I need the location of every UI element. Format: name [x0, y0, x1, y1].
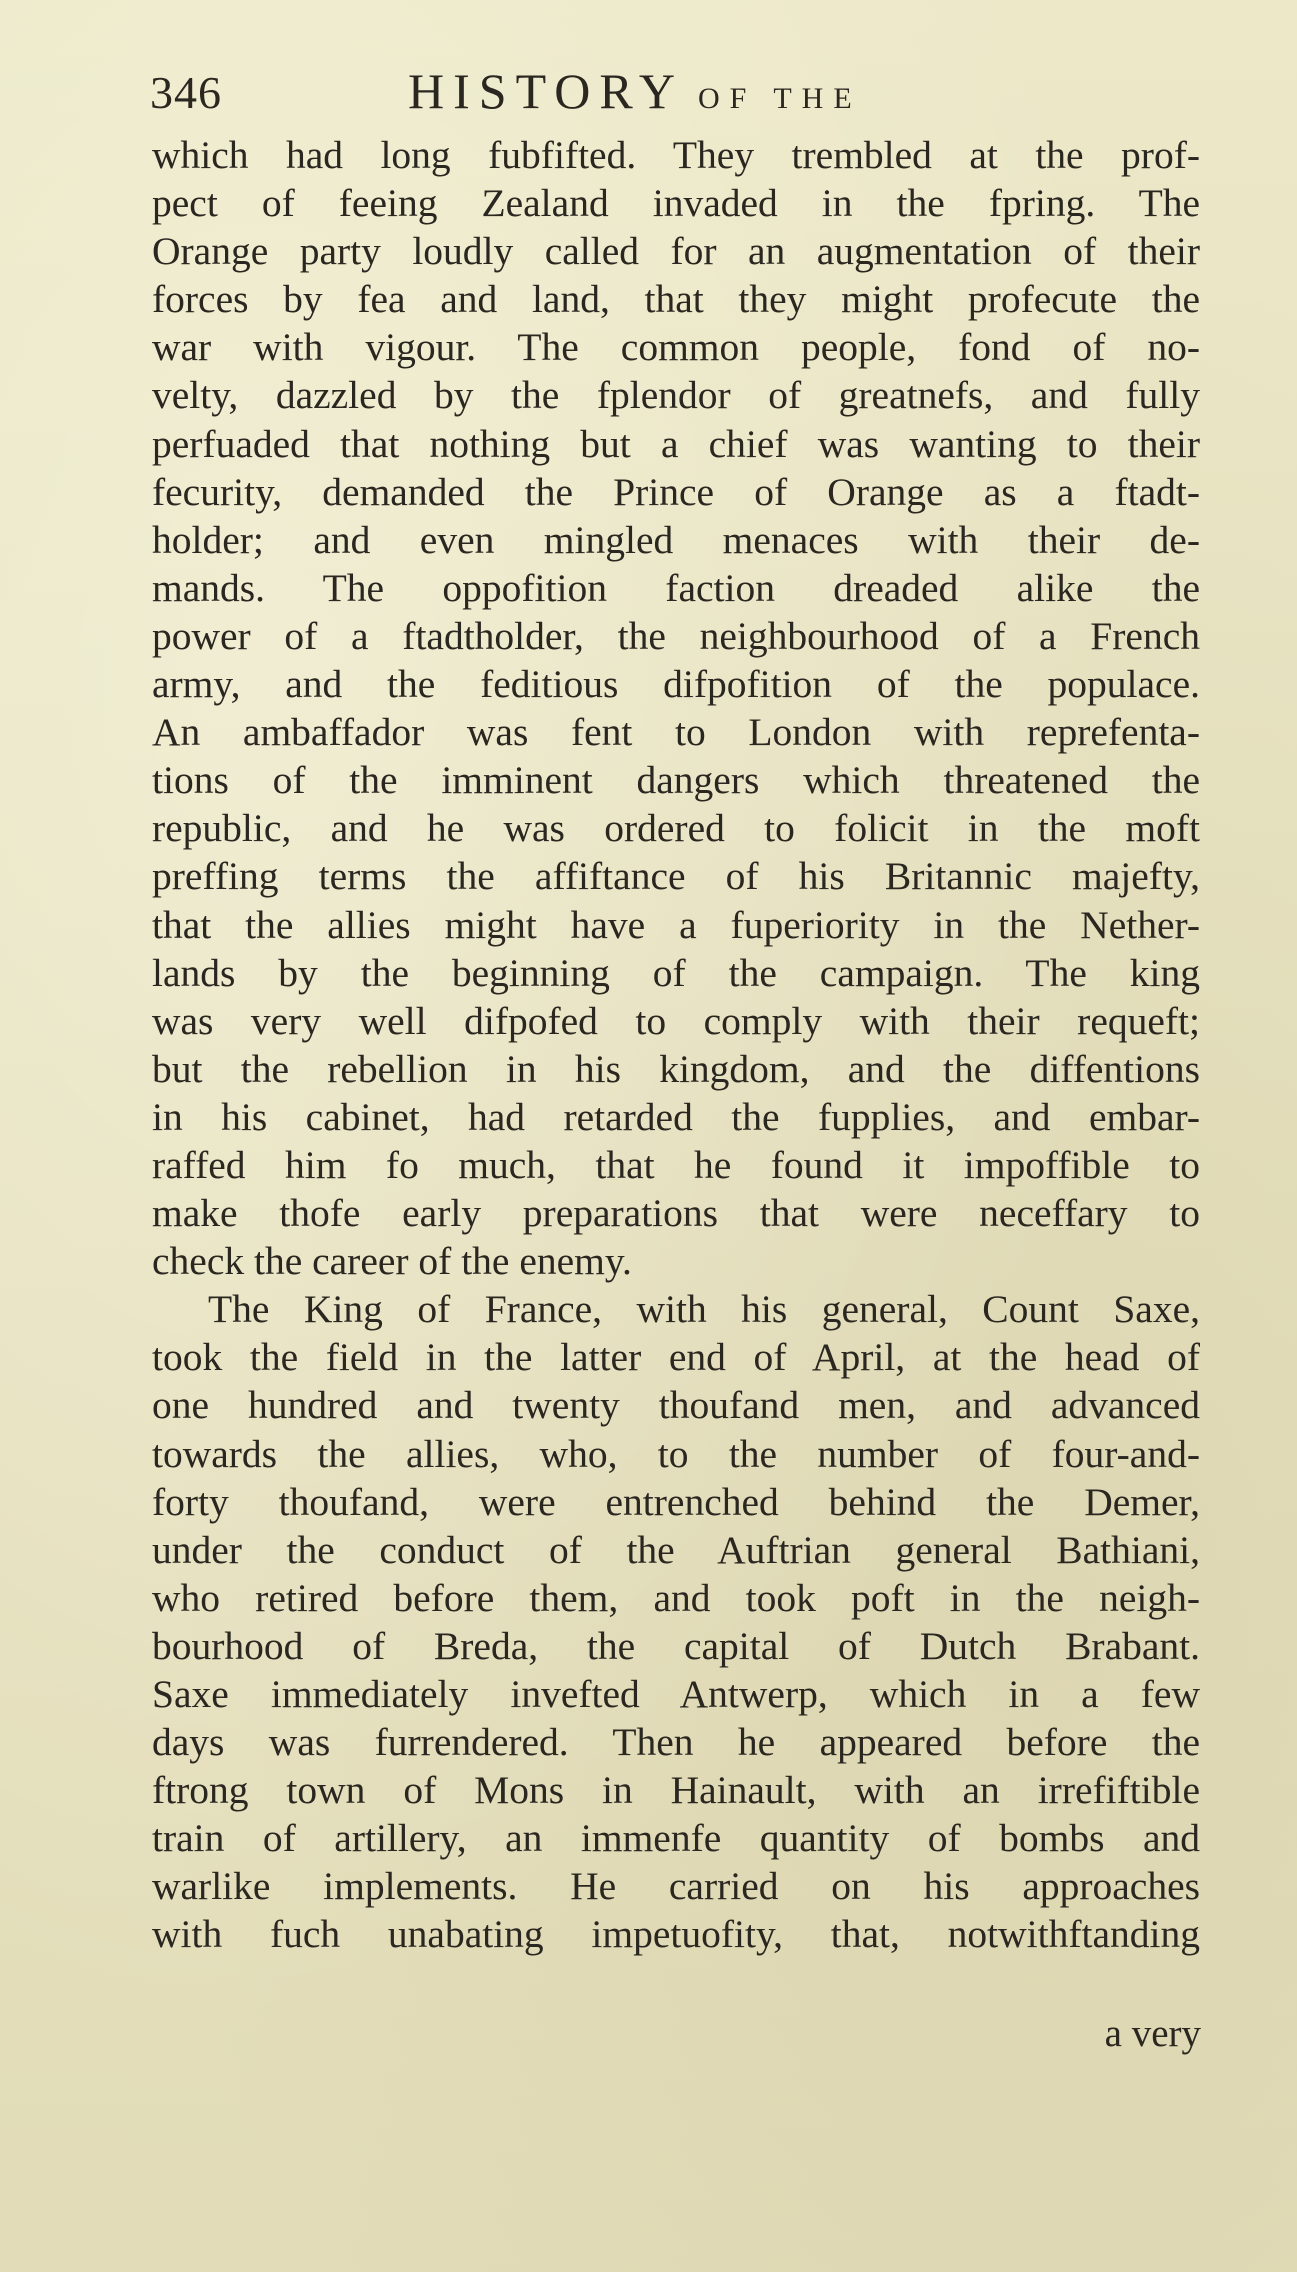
page-number: 346 [150, 67, 222, 118]
text-line: Orange party loudly called for an augmentation of their [152, 229, 1200, 274]
text-line: train of artillery, an immenfe quantity of bombs and [152, 1816, 1200, 1861]
text-line: make thofe early preparations that were neceffary to [152, 1191, 1200, 1236]
text-line: republic, and he was ordered to folicit in the moft [152, 806, 1200, 851]
text-line: took the field in the latter end of April, at the head of [152, 1335, 1200, 1380]
text-line: perfuaded that nothing but a chief was wanting to their [152, 421, 1200, 466]
text-line: war with vigour. The common people, fond of no- [152, 325, 1200, 370]
running-head [408, 62, 862, 120]
text-line: in his cabinet, had retarded the fupplies, and embar- [152, 1094, 1200, 1139]
text-line: velty, dazzled by the fplendor of greatnefs, and fully [152, 373, 1200, 418]
running-head-small: OF THE [698, 82, 862, 115]
text-line: preffing terms the affiftance of his Britannic majefty, [152, 854, 1200, 899]
text-line: but the rebellion in his kingdom, and the diffentions [152, 1046, 1200, 1091]
text-line: power of a ftadtholder, the neighbourhood of a French [152, 613, 1200, 658]
text-line: tions of the imminent dangers which threatened the [152, 758, 1200, 803]
text-line: lands by the beginning of the campaign. The king [152, 950, 1200, 995]
text-line: ftrong town of Mons in Hainault, with an irrefiftible [152, 1768, 1200, 1813]
text-line: who retired before them, and took poft in the neigh- [152, 1575, 1200, 1620]
text-line: mands. The oppofition faction dreaded alike the [152, 565, 1200, 610]
text-line: that the allies might have a fuperiority in the Nether- [152, 902, 1200, 947]
text-line: pect of feeing Zealand invaded in the fpring. The [152, 181, 1200, 226]
text-line: raffed him fo much, that he found it impoffible to [152, 1142, 1200, 1187]
text-line: towards the allies, who, to the number of four-and- [152, 1431, 1200, 1476]
catchword: a very [1104, 2012, 1201, 2055]
text-line: days was furrendered. Then he appeared before the [152, 1720, 1200, 1765]
text-line: warlike implements. He carried on his approaches [152, 1864, 1200, 1909]
text-line: An ambaffador was fent to London with reprefenta- [152, 710, 1200, 755]
text-line: bourhood of Breda, the capital of Dutch Brabant. [152, 1623, 1200, 1668]
text-line: Saxe immediately invefted Antwerp, which in a few [152, 1672, 1200, 1716]
text-line: one hundred and twenty thoufand men, and advanced [152, 1383, 1200, 1428]
text-line: forces by fea and land, that they might profecute the [152, 277, 1200, 322]
paragraph-first-line: The King of France, with his general, Count Saxe, [208, 1287, 1200, 1332]
page-header [150, 62, 1200, 132]
text-line: holder; and even mingled menaces with their de- [152, 517, 1200, 562]
text-line: fecurity, demanded the Prince of Orange as a ftadt- [152, 469, 1200, 514]
body-text [152, 131, 1200, 1959]
running-head-main: HISTORY [408, 63, 685, 119]
text-line: army, and the feditious difpofition of the populace. [152, 662, 1200, 707]
text-line: with fuch unabating impetuofity, that, notwithftanding [152, 1912, 1200, 1957]
text-line: forty thoufand, were entrenched behind the Demer, [152, 1479, 1200, 1524]
text-line: under the conduct of the Auftrian general Bathiani, [152, 1527, 1200, 1572]
text-line: was very well difpofed to comply with their requeft; [152, 998, 1200, 1043]
text-line: which had long fubfifted. They trembled at the prof- [152, 133, 1200, 177]
paragraph-last-line: check the career of the enemy. [152, 1239, 632, 1284]
